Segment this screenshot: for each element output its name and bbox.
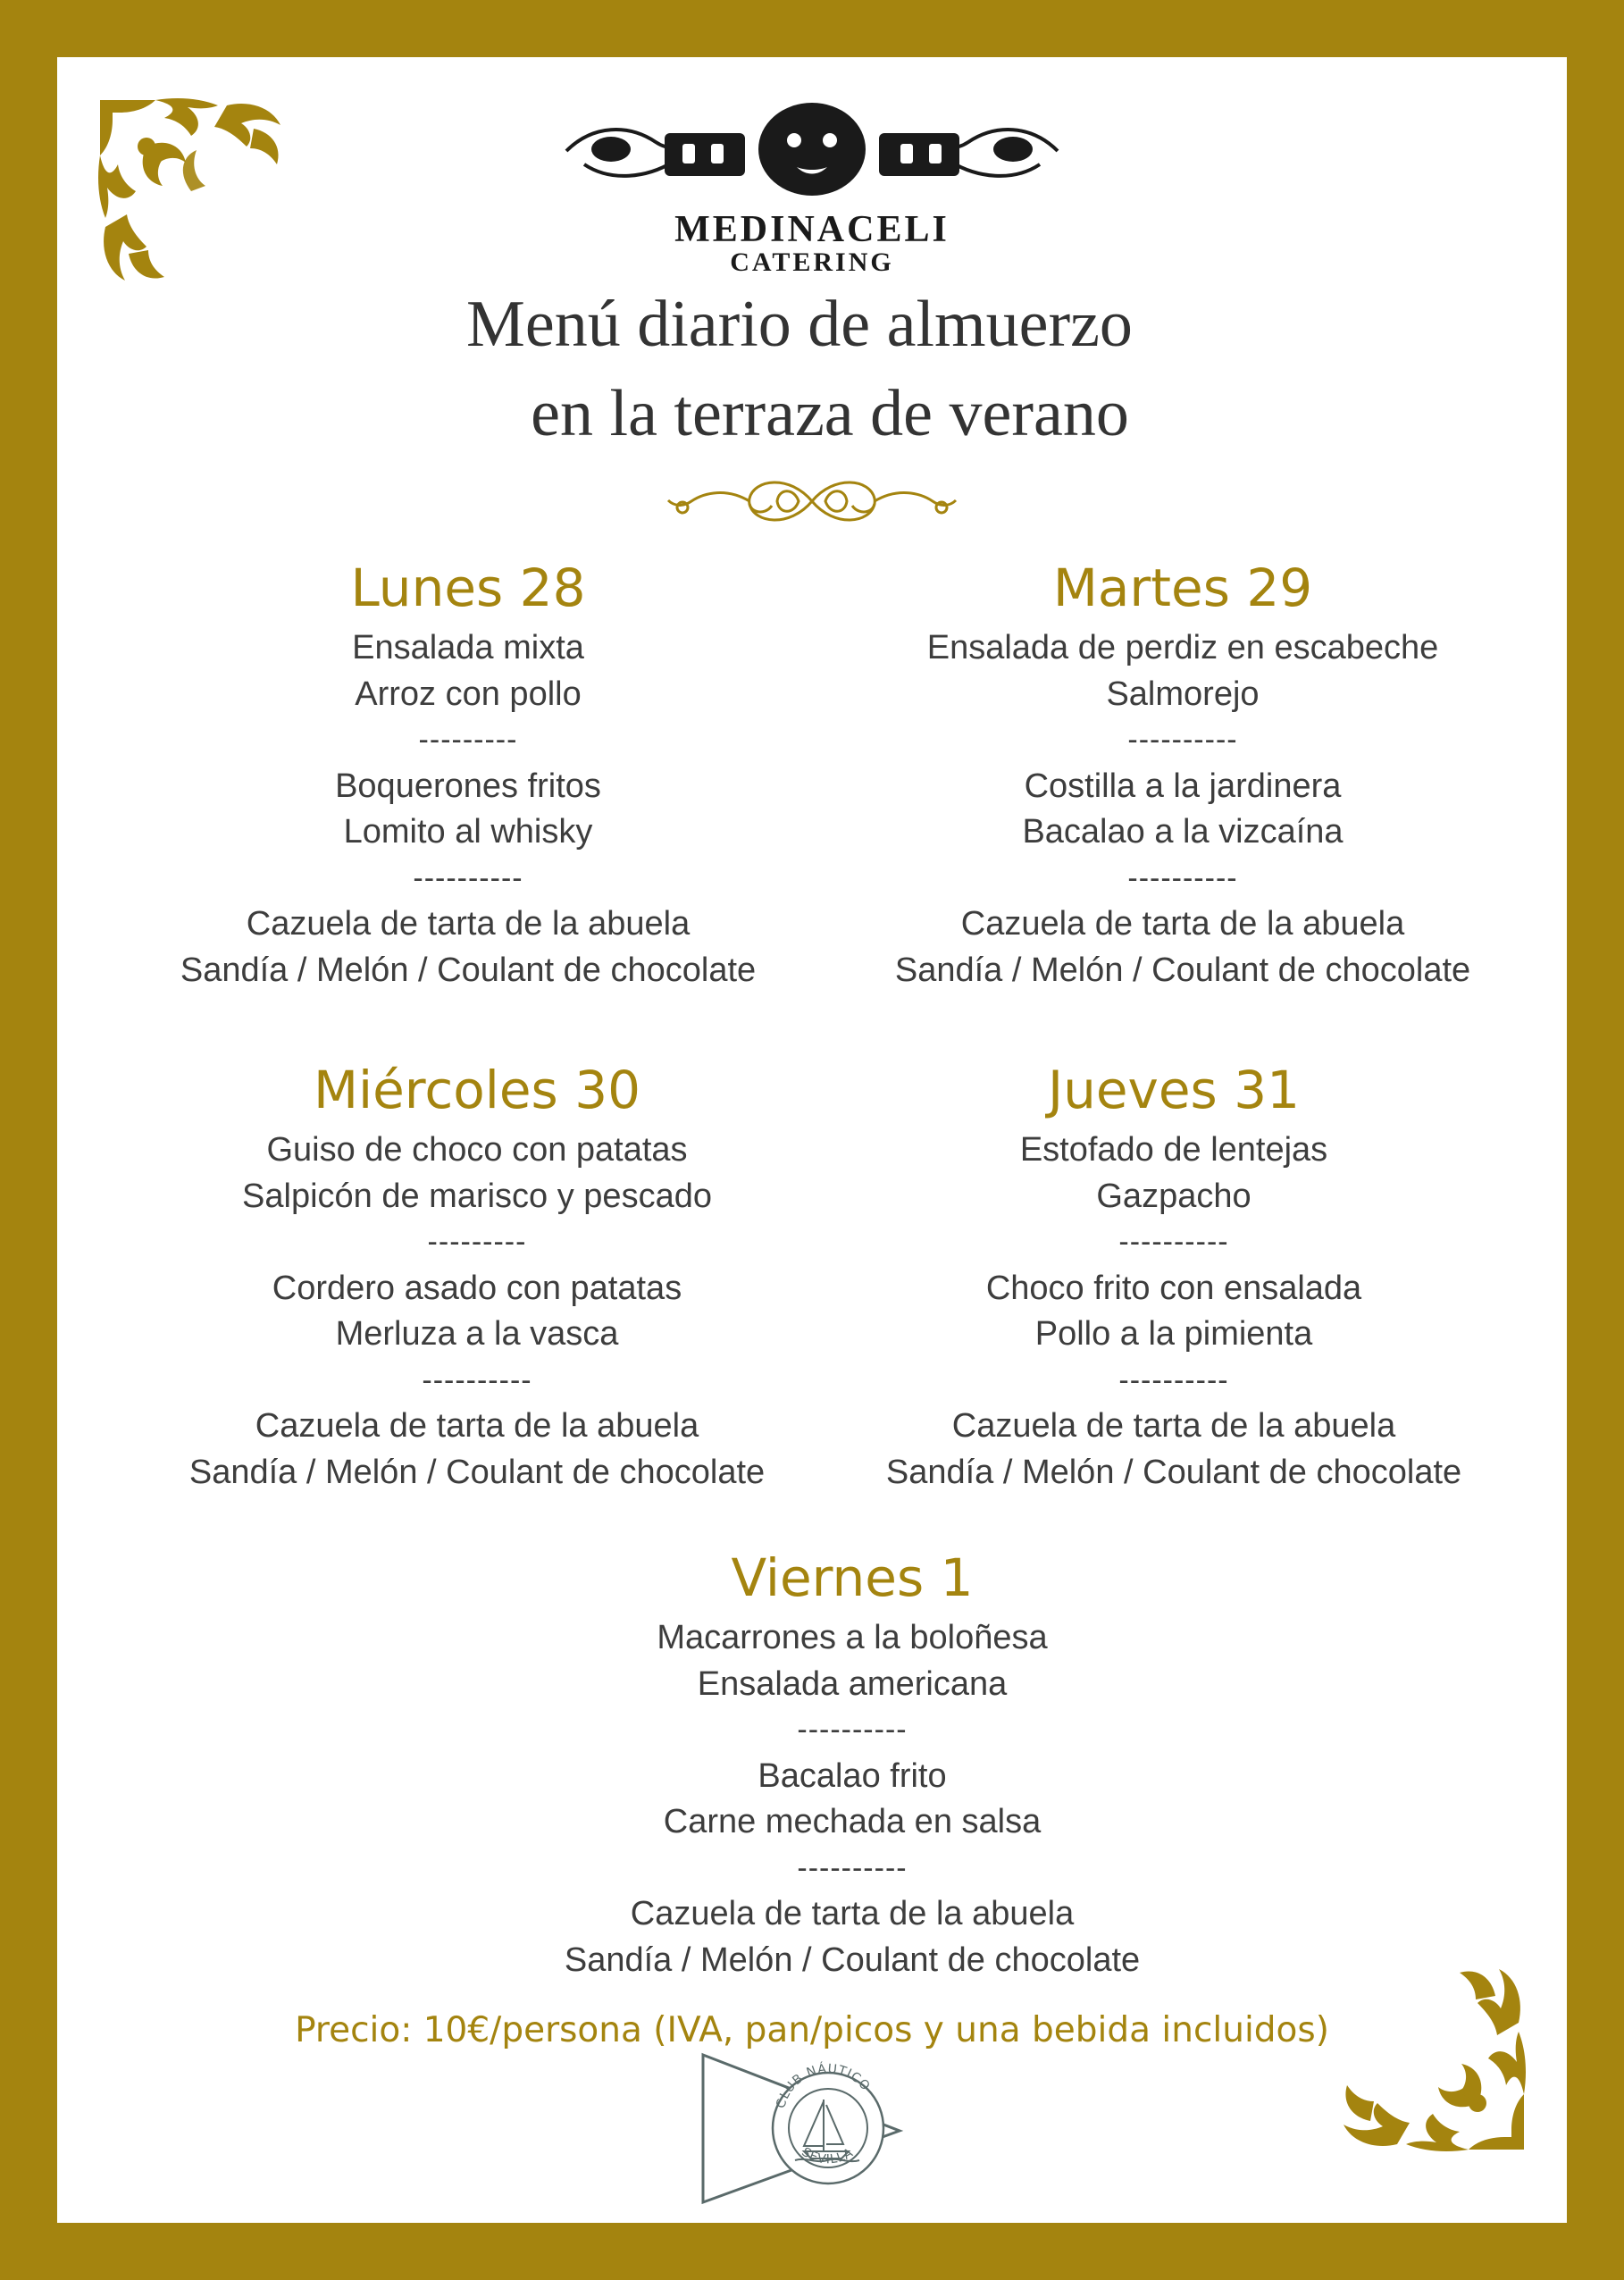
menu-item: Bacalao frito [758, 1756, 947, 1795]
menu-item: Boquerones fritos [335, 767, 601, 805]
course-separator: ---------- [1118, 1362, 1229, 1397]
menu-item: Cazuela de tarta de la abuela [960, 905, 1405, 943]
brand-name: MEDINACELI [674, 209, 950, 250]
day-heading: Jueves 31 [1047, 1060, 1300, 1120]
course-separator: --------- [418, 723, 518, 757]
course-separator: ---------- [413, 860, 523, 895]
day-tuesday [825, 550, 1540, 993]
menu-item: Bacalao a la vizcaína [1022, 813, 1344, 851]
course-separator: ---------- [422, 1362, 532, 1397]
brand-subtitle: CATERING [730, 247, 894, 277]
day-heading: Viernes 1 [731, 1547, 974, 1608]
menu-item: Salmorejo [1106, 675, 1260, 713]
menu-item: Merluza a la vasca [335, 1315, 619, 1353]
menu-item: Ensalada americana [697, 1664, 1008, 1703]
ornament-corner-bottom-right [1335, 1960, 1531, 2157]
menu-item: Guiso de choco con patatas [266, 1131, 688, 1169]
menu-item: Cazuela de tarta de la abuela [255, 1407, 699, 1445]
day-monday [146, 550, 790, 993]
menu-item: Sandía / Melón / Coulant de chocolate [885, 1453, 1462, 1491]
menu-item: Gazpacho [1096, 1177, 1251, 1215]
menu-item: Sandía / Melón / Coulant de chocolate [188, 1453, 766, 1491]
menu-item: Pollo a la pimienta [1034, 1315, 1313, 1353]
day-friday [432, 1540, 1272, 1983]
day-heading: Lunes 28 [350, 557, 586, 618]
menu-item: Choco frito con ensalada [985, 1269, 1362, 1307]
page-title-line-1: Menú diario de almuerzo [466, 288, 1133, 361]
menu-item: Costilla a la jardinera [1024, 767, 1342, 805]
day-thursday [843, 1052, 1504, 1496]
course-separator: ---------- [1118, 1225, 1229, 1259]
menu-item: Cazuela de tarta de la abuela [630, 1895, 1075, 1932]
page-title-line-2: en la terraza de verano [531, 377, 1129, 450]
menu-item: Salpicón de marisco y pescado [242, 1177, 712, 1215]
menu-item: Cazuela de tarta de la abuela [246, 905, 691, 943]
price-note: Precio: 10€/persona (IVA, pan/picos y una bebida incluidos) [295, 2010, 1329, 2050]
menu-item: Sandía / Melón / Coulant de chocolate [564, 1941, 1141, 1979]
course-separator: --------- [427, 1225, 527, 1259]
menu-item: Sandía / Melón / Coulant de chocolate [894, 951, 1471, 989]
flourish-divider-icon [665, 461, 959, 541]
day-heading: Martes 29 [1052, 557, 1313, 618]
menu-item: Macarrones a la boloñesa [657, 1619, 1048, 1656]
menu-item: Estofado de lentejas [1019, 1131, 1328, 1169]
day-wednesday [164, 1052, 790, 1496]
menu-item: Sandía / Melón / Coulant de chocolate [180, 951, 757, 989]
menu-item: Carne mechada en salsa [663, 1803, 1042, 1840]
cherub-crest-icon [557, 97, 1067, 205]
menu-card [57, 57, 1567, 2223]
club-logo-top-text: CLUB NÁUTICO [774, 2061, 874, 2110]
day-heading: Miércoles 30 [313, 1060, 641, 1120]
brand-logo [57, 97, 1567, 278]
course-separator: ---------- [797, 1850, 908, 1885]
club-logo-bottom-text: SEVILLA [799, 2144, 857, 2167]
club-nautico-pennant-logo [699, 2046, 922, 2207]
menu-item: Lomito al whisky [343, 813, 593, 851]
course-separator: ---------- [797, 1713, 908, 1747]
menu-item: Cordero asado con patatas [272, 1269, 682, 1307]
menu-item: Arroz con pollo [355, 675, 582, 713]
menu-item: Cazuela de tarta de la abuela [951, 1407, 1396, 1445]
menu-item: Ensalada mixta [352, 629, 584, 666]
course-separator: ---------- [1127, 723, 1238, 757]
course-separator: ---------- [1127, 860, 1238, 895]
menu-item: Ensalada de perdiz en escabeche [926, 629, 1439, 666]
